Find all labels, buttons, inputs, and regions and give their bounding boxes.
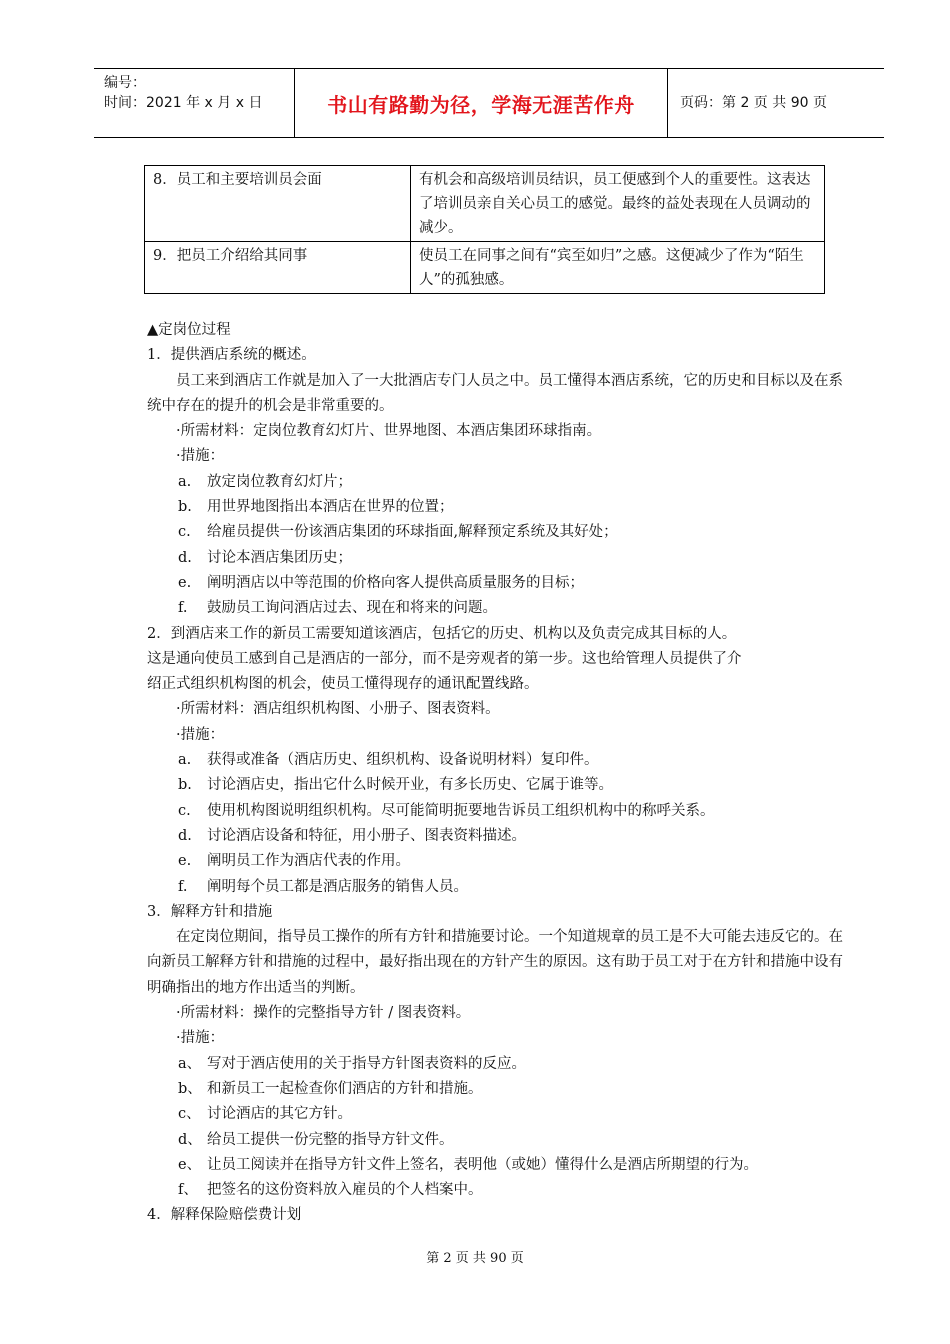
serial-label: 编号：: [104, 75, 146, 91]
list-marker: e、: [178, 1156, 202, 1173]
list-text: 讨论本酒店集团历史；: [207, 549, 352, 566]
header-meta: [94, 69, 295, 137]
list-item: [147, 1178, 847, 1203]
list-item: [147, 546, 847, 571]
motto: 书山有路勤为径，学海无涯苦作舟: [327, 92, 635, 117]
list-text: 用世界地图指出本酒店在世界的位置；: [207, 499, 454, 516]
heading-3: 3．解释方针和措施: [147, 903, 273, 920]
list-text: 讨论酒店的其它方针。: [207, 1106, 352, 1123]
list-item: [147, 1102, 847, 1127]
list-marker: d、: [178, 1131, 202, 1148]
list-text: 和新员工一起检查你们酒店的方针和措施。: [207, 1080, 483, 1097]
header-page-info: 页码：第 2 页 共 90 页: [680, 95, 827, 111]
list-item: [147, 748, 847, 773]
list-marker: d.: [178, 827, 192, 844]
list-marker: f.: [178, 600, 188, 617]
list-marker: e.: [178, 853, 192, 870]
list-item: [147, 849, 847, 874]
list-text: 阐明酒店以中等范围的价格向客人提供高质量服务的目标；: [207, 574, 584, 591]
list-item: [147, 875, 847, 900]
heading-2-line: 2．到酒店来工作的新员工需要知道该酒店，包括它的历史、机构以及负责完成其目标的人。: [147, 625, 737, 642]
list-text: 给员工提供一份完整的指导方针文件。: [207, 1131, 454, 1148]
list-marker: a、: [178, 1055, 202, 1072]
materials-line: ·所需材料：酒店组织机构图、小册子、图表资料。: [176, 701, 500, 718]
list-marker: d.: [178, 549, 192, 566]
list-text: 使用机构图说明组织机构。尽可能简明扼要地告诉员工组织机构中的称呼关系。: [207, 802, 715, 819]
list-marker: a.: [178, 473, 192, 490]
heading-4: 4．解释保险赔偿费计划: [147, 1207, 302, 1224]
header-motto-cell: [295, 69, 668, 137]
list-text: 阐明每个员工都是酒店服务的销售人员。: [207, 878, 468, 895]
list-item: [147, 773, 847, 798]
list-marker: c、: [178, 1106, 201, 1123]
list-item: [147, 1153, 847, 1178]
page-header: [94, 68, 884, 138]
table-cell-effect: 有机会和高级培训员结识，员工便感到个人的重要性。这表达了培训员亲自关心员工的感觉。最终的益处表现在人员调动的减少。: [411, 166, 825, 242]
list-item: [147, 520, 847, 545]
measures-label: ·措施：: [176, 448, 225, 465]
list-marker: b.: [178, 777, 192, 794]
materials-line: ·所需材料：定岗位教育幻灯片、世界地图、本酒店集团环球指南。: [176, 423, 602, 440]
list-item: [147, 470, 847, 495]
table-cell-effect: 使员工在同事之间有“宾至如归”之感。这便减少了作为“陌生人”的孤独感。: [411, 242, 825, 294]
list-marker: f.: [178, 878, 188, 895]
measures-label: ·措施：: [176, 726, 225, 743]
list-item: [147, 596, 847, 621]
materials-line: ·所需材料：操作的完整指导方针 / 图表资料。: [176, 1005, 471, 1022]
list-item: [147, 495, 847, 520]
list-text: 阐明员工作为酒店代表的作用。: [207, 853, 410, 870]
list-item: [147, 1052, 847, 1077]
list-item: [147, 1128, 847, 1153]
list-text: 讨论酒店史，指出它什么时候开业，有多长历史、它属于谁等。: [207, 777, 613, 794]
list-item: [147, 1077, 847, 1102]
list-text: 获得或准备（酒店历史、组织机构、设备说明材料）复印件。: [207, 752, 599, 769]
list-marker: f、: [178, 1182, 198, 1199]
table-cell-item: 9．把员工介绍给其同事: [145, 242, 411, 294]
list-text: 写对于酒店使用的关于指导方针图表资料的反应。: [207, 1055, 526, 1072]
page-footer: 第 2 页 共 90 页: [426, 1251, 524, 1266]
list-marker: e.: [178, 574, 192, 591]
list-marker: a.: [178, 752, 192, 769]
paragraph-line: 绍正式组织机构图的机会，使员工懂得现存的通讯配置线路。: [147, 676, 539, 693]
list-item: [147, 824, 847, 849]
paragraph: 员工来到酒店工作就是加入了一大批酒店专门人员之中。员工懂得本酒店系统，它的历史和目标以及在系统中存在的提升的机会是非常重要的。: [147, 372, 843, 414]
list-text: 让员工阅读并在指导方针文件上签名，表明他（或她）懂得什么是酒店所期望的行为。: [207, 1156, 758, 1173]
table-cell-item: 8．员工和主要培训员会面: [145, 166, 411, 242]
orientation-table: [144, 165, 825, 294]
list-text: 给雇员提供一份该酒店集团的环球指面,解释预定系统及其好处；: [207, 524, 618, 541]
time-label: 时间：2021 年 x 月 x 日: [104, 95, 263, 111]
section-title: ▲定岗位过程: [147, 322, 231, 338]
heading-1: 1．提供酒店系统的概述。: [147, 347, 316, 364]
list-text: 把签名的这份资料放入雇员的个人档案中。: [207, 1182, 483, 1199]
document-body: [147, 318, 847, 1229]
list-item: [147, 799, 847, 824]
list-text: 放定岗位教育幻灯片；: [207, 473, 352, 490]
list-marker: b、: [178, 1080, 202, 1097]
list-marker: c.: [178, 802, 191, 819]
measures-label: ·措施：: [176, 1030, 225, 1047]
table-row: [145, 166, 825, 242]
table-row: [145, 242, 825, 294]
list-marker: c.: [178, 524, 191, 541]
list-marker: b.: [178, 499, 192, 516]
list-text: 讨论酒店设备和特征，用小册子、图表资料描述。: [207, 827, 526, 844]
paragraph: 在定岗位期间，指导员工操作的所有方针和措施要讨论。一个知道规章的员工是不大可能去违反它的。在向新员工解释方针和措施的过程中，最好指出现在的方针产生的原因。这有助于员工对于在方针和措施中设有明确指出的地方作出适当的判断。: [147, 929, 843, 996]
list-text: 鼓励员工询问酒店过去、现在和将来的问题。: [207, 600, 497, 617]
paragraph-line: 这是通向使员工感到自己是酒店的一部分，而不是旁观者的第一步。这也给管理人员提供了介: [147, 650, 742, 667]
list-item: [147, 571, 847, 596]
